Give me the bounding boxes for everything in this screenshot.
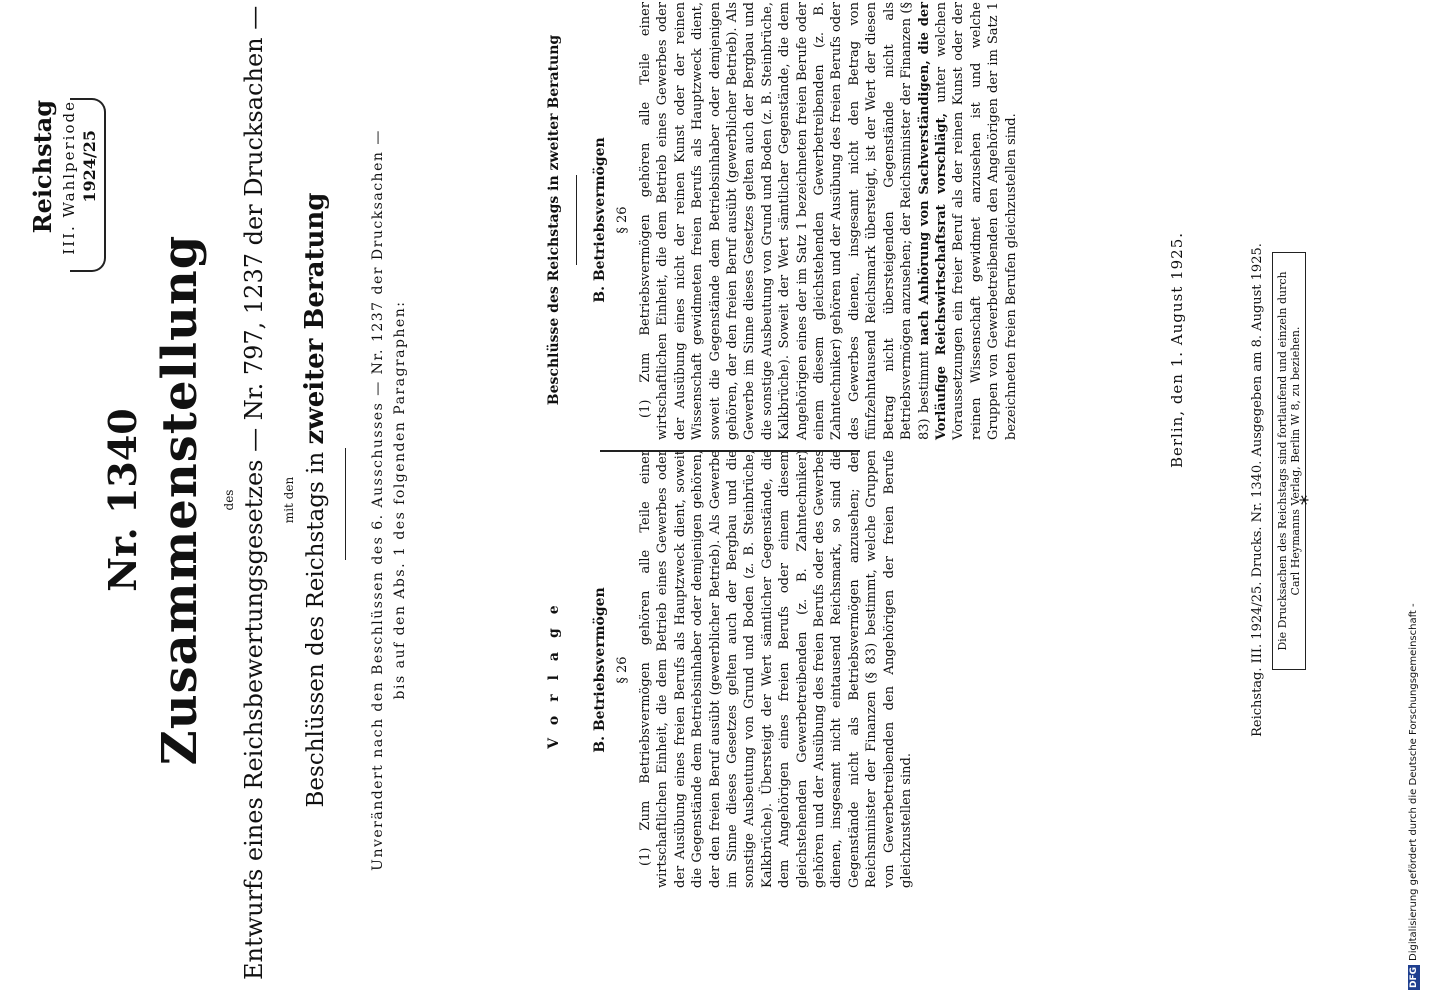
left-paragraph-sign: § 26 [615, 656, 630, 684]
right-heading-rule [576, 175, 577, 265]
right-column-heading: Beschlüsse des Reichstags in zweiter Beratung [546, 34, 562, 406]
note-line-2: bis auf den Abs. 1 des folgenden Paragraphen: [392, 300, 408, 700]
digitization-text: Digitalisierung gefördert durch die Deutsche Forschungsgemeinschaft - [1408, 603, 1419, 961]
years-label: 1924/25 [80, 130, 99, 203]
imprint-line: Reichstag. III. 1924/25. Drucks. Nr. 1340. Ausgegeben am 8. August 1925. [1250, 243, 1265, 737]
right-body [637, 2, 1020, 440]
mit-den-label: mit den [282, 476, 296, 524]
left-column-text [637, 450, 916, 888]
beschluesse-text: Beschlüssen des Reichstags in [303, 451, 329, 808]
document-number: Nr. 1340 [100, 408, 145, 592]
right-paragraph-sign: § 26 [615, 206, 630, 234]
document-title: Zusammenstellung [152, 234, 208, 766]
beschluesse-line [300, 100, 330, 900]
des-label: des [222, 489, 236, 511]
left-body: (1) Zum Betriebsvermögen gehören alle Teile einer wirtschaftlichen Einheit, die dem Betrieb eines Gewerbes oder der Ausübung eines freien Berufs als Hauptzweck dient, soweit die Gegenstände dem Betriebsinhaber oder demjenigen gehören, der den freien Beruf ausübt (gewerblicher Betrieb). Als Gewerbe im Sinne dieses Gesetzes gelten auch der Bergbau und die sonstige Ausbeutung von Grund und Boden (z. B. Steinbrüche, Kalkbrüche). Übersteigt der Wert sämtlicher Gegenstände, die dem Angehörigen eines freien Berufs oder einem diesem gleichstehenden Gewerbetreibenden (z. B. Zahntechniker) gehören und der Ausübung des freien Berufs oder des Gewerbes dienen, insgesamt nicht eintausend Reichsmark, so sind die Gegenstände nicht als Betriebsvermögen anzusehen; der Reichsminister der Finanzen (§ 83) bestimmt, welche Gruppen von Gewerbetreibenden den Angehörigen der freien Berufe gleichzustellen sind. [638, 450, 915, 888]
right-body-b: unter welchen Voraussetzungen ein freier Beruf als der reinen Kunst oder der reinen Wissenschaft gewidmet anzusehen ist und welche Gruppen von Gewerbetreibenden den Angehörigen der im Satz 1 bezeichneten freien Berufen gleichzustellen sind. [933, 2, 1019, 440]
footer-star: * [1295, 495, 1319, 505]
right-body-bold: nach Anhörung von Sachverständigen, die der Vorläufige Reichswirtschaftsrat vorschlägt, [916, 2, 949, 440]
digitization-note [1408, 10, 1420, 990]
dfg-logo: DFG [1409, 966, 1419, 988]
right-body-a: (1) Zum Betriebsvermögen gehören alle Teile einer wirtschaftlichen Einheit, die dem Betrieb eines Gewerbes oder der Ausübung eines nicht der reinen Kunst oder der reinen Wissenschaft gewidmeten freien Berufs als Hauptzweck dient, soweit die Gegenstände dem Betriebsinhaber oder demjenigen gehören, der den freien Beruf ausübt (gewerblicher Betrieb). Als Gewerbe im Sinne dieses Gesetzes gelten auch der Bergbau und die sonstige Ausbeutung von Grund und Boden (z. B. Steinbrüche, Kalkbrüche). Soweit der Wert sämtlicher Gegenstände, die dem Angehörigen eines der im Satz 1 bezeichneten freien Berufe oder einem diesem gleichstehenden Gewerbetreibenden (z. B. Zahntechniker) gehören und der Ausübung des freien Berufs oder des Gewerbes dienen, insgesamt nicht den Betrag von fünfzehntausend Reichsmark übersteigt, ist der Wert der diesen Betrag nicht übersteigenden Gegenstände nicht als Betriebsvermögen anzusehen; der Reichsminister der Finanzen (§ 83) bestimmt [638, 2, 932, 440]
right-section-title: B. Betriebsvermögen [592, 137, 608, 303]
document-subtitle: Entwurfs eines Reichsbewertungsgesetzes — Nr. 797, 1237 der Drucksachen — [240, 5, 268, 980]
column-divider [600, 450, 860, 452]
place-date: Berlin, den 1. August 1925. [1168, 231, 1186, 469]
bracket [70, 98, 106, 272]
period-label: III. Wahlperiode [60, 100, 78, 255]
reichstag-label: Reichstag [28, 100, 57, 234]
zweiter-beratung: zweiter Beratung [300, 192, 330, 445]
distribution-box: Die Drucksachen des Reichstags sind fortlaufend und einzeln durch Carl Heymanns Verlag, Berlin W 8, zu beziehen. [1272, 252, 1306, 670]
note-line-1: Unverändert nach den Beschlüssen des 6. Ausschusses — Nr. 1237 der Drucksachen — [370, 129, 386, 871]
left-section-title: B. Betriebsvermögen [592, 587, 608, 753]
title-rule [345, 448, 346, 560]
left-column-heading: Vorlage [546, 591, 562, 749]
right-column-text [637, 2, 1020, 440]
